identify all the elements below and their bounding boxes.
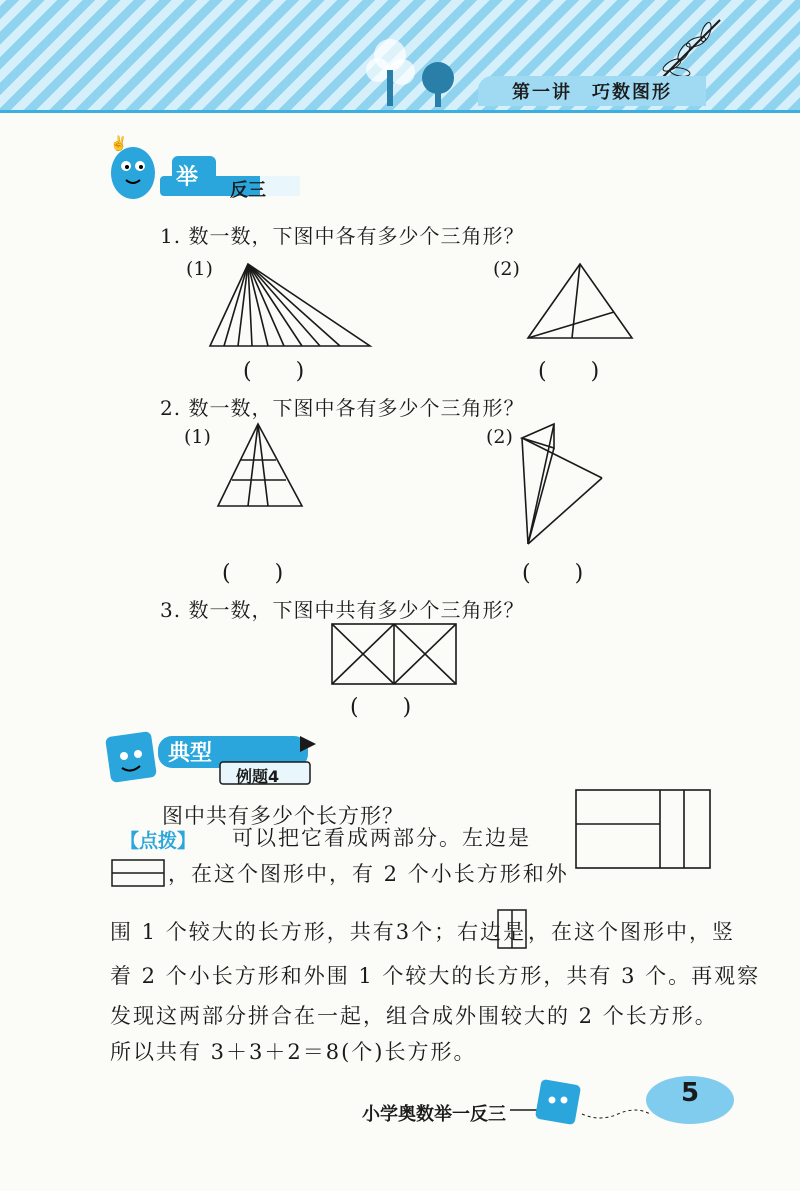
example-text-line-5: 发现这两部分拼合在一起，组合成外围较大的 2 个长方形。 xyxy=(110,1004,718,1028)
badge-char-ju: 举 xyxy=(176,165,199,190)
q2-answer-2[interactable]: ( ) xyxy=(522,561,584,586)
inline-right-rect-figure xyxy=(496,908,528,950)
q1-label-2: (2) xyxy=(493,258,520,280)
footer-decoration xyxy=(500,1070,750,1140)
split-triangle-figure xyxy=(520,258,640,342)
q3-answer[interactable]: ( ) xyxy=(350,695,412,720)
question-3: 3. 数一数，下图中共有多少个三角形？ xyxy=(160,598,525,622)
svg-text:✌: ✌ xyxy=(110,136,128,152)
example-text-line-4: 着 2 个小长方形和外围 1 个较大的长方形，共有 3 个。再观察 xyxy=(110,964,761,988)
example-text-line-3b: ，在这个图形中，竖 xyxy=(528,920,735,944)
q1-label-1: (1) xyxy=(186,258,213,280)
example-text-line-2: ，在这个图形中，有 2 个小长方形和外 xyxy=(168,862,569,886)
kite-triangle-figure xyxy=(514,418,614,548)
example-text-line-3a: 围 1 个较大的长方形，共有3个；右边是 xyxy=(110,920,527,944)
footer-book-title: 小学奥数举一反三 xyxy=(362,1104,506,1125)
tree-icon xyxy=(360,30,470,110)
q1-answer-2[interactable]: ( ) xyxy=(538,359,600,384)
badge-fansan: 反三 xyxy=(230,180,266,201)
page-number: 5 xyxy=(680,1078,700,1108)
q2-label-2: (2) xyxy=(486,426,513,448)
chapter-title: 第一讲 巧数图形 xyxy=(478,76,706,106)
example-question: 图中共有多少个长方形？ xyxy=(162,804,404,828)
question-2: 2. 数一数，下图中各有多少个三角形？ xyxy=(160,396,525,420)
cube-mascot-icon xyxy=(105,731,157,783)
inline-left-rect-figure xyxy=(110,858,166,888)
crossed-rectangles-figure xyxy=(330,622,460,686)
pencil-tip-icon xyxy=(300,736,316,752)
badge-example-number: 例题4 xyxy=(236,767,280,786)
section-badge-juyi xyxy=(100,128,310,208)
q1-answer-1[interactable]: ( ) xyxy=(243,359,305,384)
layered-triangle-figure xyxy=(210,418,310,510)
badge-char-yi: 一 xyxy=(202,145,219,164)
hint-label: 【点拨】 xyxy=(120,830,197,852)
q2-answer-1[interactable]: ( ) xyxy=(222,561,284,586)
question-1: 1. 数一数，下图中各有多少个三角形？ xyxy=(160,224,525,248)
example-text-line-6: 所以共有 3＋3＋2＝8(个)长方形。 xyxy=(110,1040,477,1064)
fan-triangle-figure xyxy=(200,258,380,350)
badge-dianxing: 典型 xyxy=(168,741,213,766)
example-rectangles-figure xyxy=(574,788,714,870)
example-text-line-1: 可以把它看成两部分。左边是 xyxy=(232,826,531,850)
cube-mascot-icon xyxy=(535,1079,581,1125)
q2-label-1: (1) xyxy=(184,426,211,448)
